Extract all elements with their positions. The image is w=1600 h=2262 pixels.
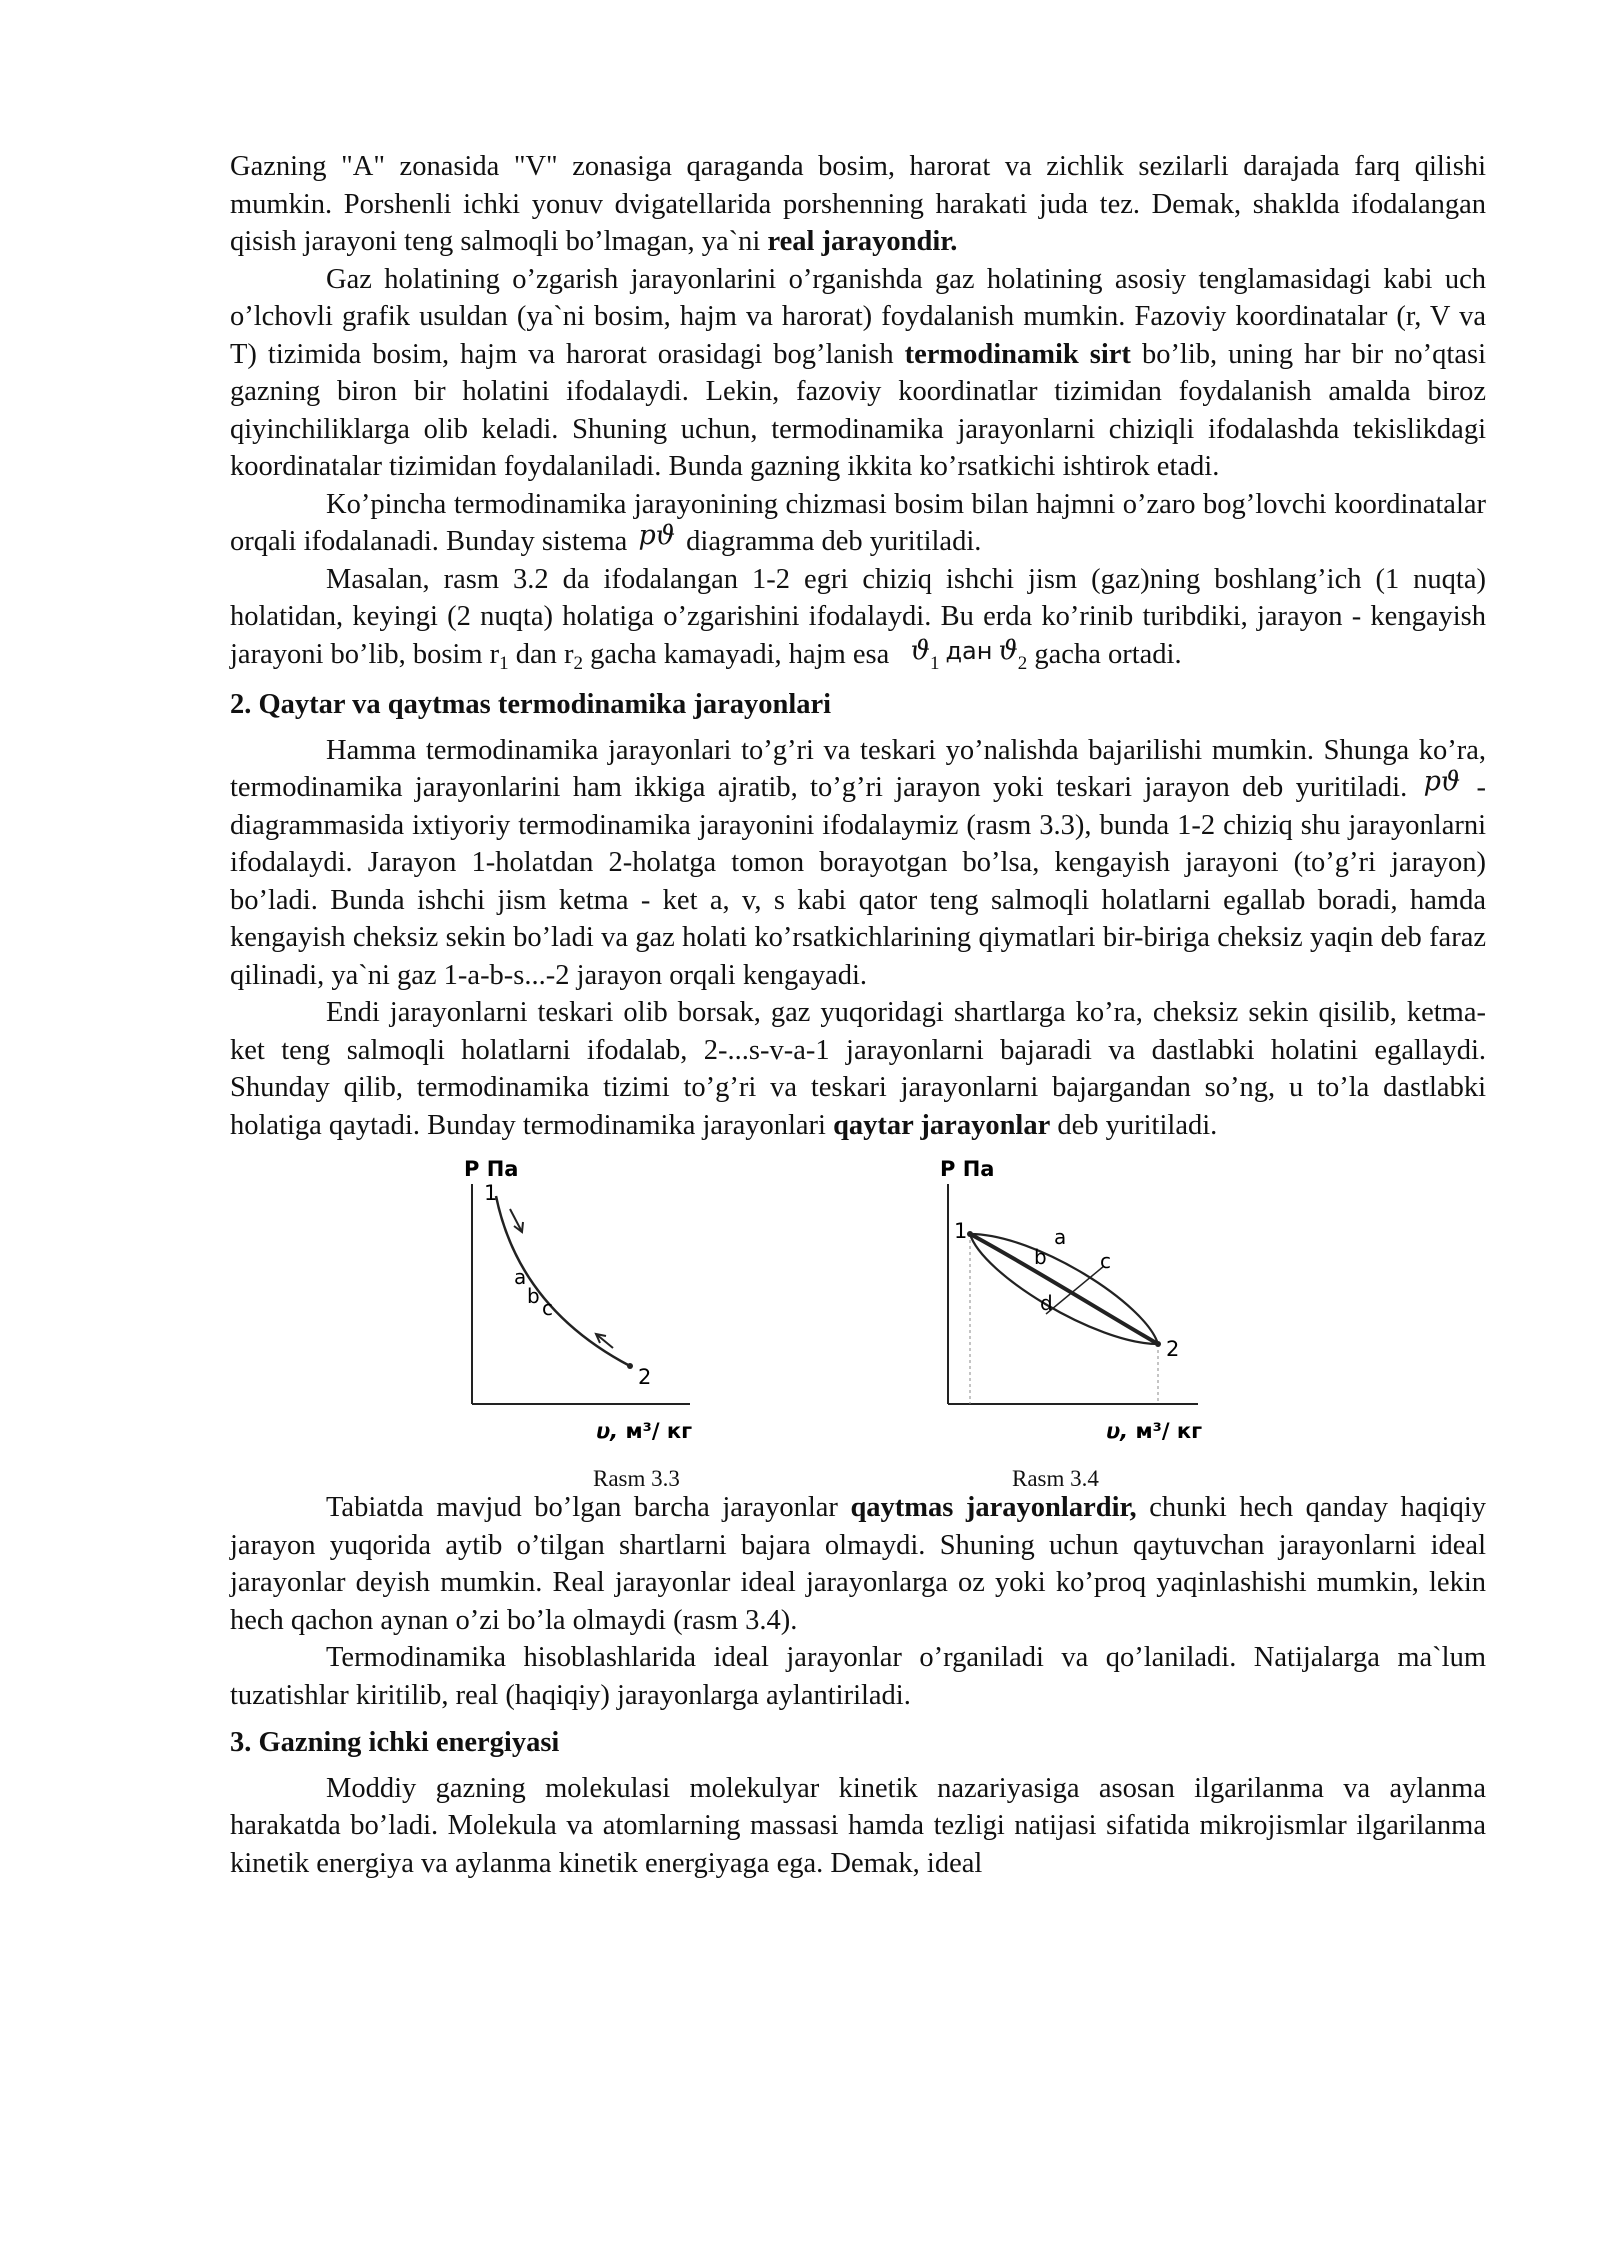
text-span: -diagrammasida ixtiyoriy termodinamika jarayonini ifodalaymiz (rasm 3.3), bunda 1-2 chiziq shu jarayonlarni ifodalaydi. Jarayon 1-holatdan 2-holatga tomon borayotgan bo’lsa, kengayish jarayoni (to’g’ri jarayon) bo’ladi. Bunda ishchi jism ketma - ket a, v, s kabi qator teng salmoqli holatlarni egallab boradi, hamda kengayish cheksiz sekin bo’ladi va gaz holati ko’rsatkichlarining qiymatlari bir-biriga cheksiz yaqin deb faraz qilinadi, ya`ni gaz 1-a-b-s...-2 jarayon orqali kengayadi. — [230, 772, 1486, 991]
x-axis-symbol: υ, — [596, 1419, 619, 1443]
point-a-label: a — [1054, 1225, 1067, 1249]
paragraph-9: Moddiy gazning molekulasi molekulyar kinetik nazariyasiga asosan ilgarilanma va aylanma harakatda bo’ladi. Molekula va atomlarning massasi hamda tezligi natijasi sifatida mikrojismlar ilgarilanma kinetik energiya va aylanma kinetik energiyaga ega. Demak, ideal — [230, 1772, 1486, 1879]
paragraph-8: Termodinamika hisoblashlarida ideal jarayonlar o’rganiladi va qo’laniladi. Natijalarga ma`lum tuzatishlar kiritilib, real (haqiqiy) jarayonlarga aylantiriladi. — [230, 1642, 1486, 1711]
point-b-label: b — [1034, 1245, 1047, 1269]
section-heading-2: 2. Qaytar va qaytmas termodinamika jarayonlari — [230, 689, 832, 720]
text-span: Hamma termodinamika jarayonlari to’g’ri va teskari yo’nalishda bajarilishi mumkin. Shunga ko’ra, termodinamika jarayonlarini ham ikkiga ajratib, to’g’ri jarayon yoki teskari jarayon deb yuritiladi. — [230, 734, 1486, 803]
text-span: dan r — [508, 638, 574, 670]
text-span: bo’lib, uning har bir no’qtasi gazning biron bir holatini ifodalaydi. Lekin, fazoviy koordinatlar tizimidan foydalanish amalda biroz qiyinchiliklarga olib keladi. Shuning uchun, termodinamika jarayonlarni chiziqli ifodalashda tekislikdagi koordinatalar tizimidan foydalaniladi. Bunda gazning ikkita ko’rsatkichi ishtirok etadi. — [230, 338, 1486, 482]
point-c-label: c — [1100, 1249, 1111, 1273]
document-page — [230, 148, 1486, 1882]
text-span: Gazning "A" zonasida "V" zonasiga qaraganda bosim, harorat va zichlik sezilarli darajada farq qilishi mumkin. Porshenli ichki yonuv dvigatellarida porshenning harakati juda tez. Demak, shaklda ifodalangan qisish jarayoni teng salmoqli bo’lmagan, ya`ni — [230, 151, 1486, 257]
point-1-label: 1 — [954, 1219, 968, 1243]
subscript: 2 — [1017, 652, 1028, 674]
paragraph-4 — [230, 561, 1486, 677]
text-span: diagramma deb yuritiladi. — [679, 526, 982, 557]
x-axis-unit: м³/ кг — [1128, 1419, 1203, 1443]
subscript: 1 — [499, 652, 509, 674]
text-span: deb yuritiladi. — [1050, 1109, 1218, 1141]
text-span: Tabiatda mavjud bo’lgan barcha jarayonlar — [326, 1492, 851, 1523]
text-span: Masalan, rasm 3.2 da ifodalangan 1-2 egri chiziq ishchi jism (gaz)ning boshlang’ich (1 nuqta) holatidan, keyingi (2 nuqta) holatiga o’zgarishini ifodalaydi. Bu erda ko’rinib turibdiki, jarayon - kengayish jarayoni bo’lib, bosim r — [230, 563, 1486, 670]
section-heading-3: 3. Gazning ichki energiyasi — [230, 1727, 560, 1758]
figure-3-4 — [926, 1154, 1216, 1454]
subscript: 1 — [929, 652, 940, 674]
point-b-label: b — [527, 1284, 540, 1308]
x-axis-symbol: υ, — [1106, 1419, 1129, 1443]
point-1-marker — [967, 1231, 973, 1237]
theta-symbol: ϑ — [910, 634, 930, 666]
paragraph-1 — [230, 148, 1486, 261]
caption-3-4: Rasm 3.4 — [1012, 1466, 1099, 1491]
p-theta-symbol: pϑ — [1423, 766, 1461, 797]
point-2-marker — [627, 1363, 633, 1369]
paragraph-5 — [230, 732, 1486, 995]
subscript: 2 — [573, 652, 584, 674]
bold-term: real jarayondir. — [767, 226, 958, 257]
bold-term: qaytar jarayonlar — [833, 1109, 1051, 1141]
x-axis-label — [596, 1419, 692, 1443]
figure-3-3 — [450, 1154, 710, 1454]
point-2-label: 2 — [1166, 1337, 1180, 1361]
paragraph-3 — [230, 486, 1486, 561]
text-span: gacha kamayadi, hajm esa — [583, 638, 897, 670]
text-span: gacha ortadi. — [1027, 638, 1182, 670]
theta-symbol: ϑ — [998, 634, 1018, 666]
text-span: Gaz holatining o’zgarish jarayonlarini o’rganishda gaz holatining asosiy tenglamasidagi kabi uch o’lchovli grafik usuldan (ya`ni bosim, hajm va harorat) foydalanish mumkin. Fazoviy koordinatalar (r, V va T) tizimida bosim, hajm va harorat orasidagi bog’lanish — [230, 263, 1486, 370]
text-span: Ko’pincha termodinamika jarayonining chizmasi bosim bilan hajmni o’zaro bog’lovchi koordinatalar orqali ifodalanadi. Bunday sistema — [230, 488, 1486, 557]
point-2-label: 2 — [638, 1365, 652, 1389]
bold-term: qaytmas jarayonlardir, — [850, 1492, 1137, 1523]
point-2-marker — [1155, 1341, 1161, 1347]
point-d-label: d — [1040, 1291, 1053, 1315]
figures-row — [230, 1154, 1486, 1489]
x-axis-label — [1106, 1419, 1202, 1443]
x-axis-unit: м³/ кг — [618, 1419, 693, 1443]
caption-3-3: Rasm 3.3 — [593, 1466, 680, 1491]
point-a-label: a — [514, 1265, 527, 1289]
paragraph-2 — [230, 261, 1486, 486]
paragraph-7 — [230, 1489, 1486, 1639]
point-1-label: 1 — [484, 1181, 498, 1205]
ideal-process-line — [970, 1234, 1158, 1344]
point-c-label: c — [542, 1296, 553, 1320]
y-axis-label: P Па — [940, 1157, 995, 1181]
text-dan: дан — [945, 636, 993, 665]
y-axis-label: P Па — [464, 1157, 519, 1181]
paragraph-6 — [230, 994, 1486, 1144]
text-span: Endi jarayonlarni teskari olib borsak, gaz yuqoridagi shartlarga ko’ra, cheksiz sekin qisilib, ketma-ket teng salmoqli holatlarni ifodalab, 2-...s-v-a-1 jarayonlarni bajaradi va dastlabki holatini egallaydi. Shunday qilib, termodinamika tizimi to’g’ri va teskari jarayonlarni bajargandan so’ng, u to’la dastlabki holatiga qaytadi. Bunday termodinamika jarayonlari — [230, 997, 1486, 1141]
bold-term: termodinamik sirt — [904, 338, 1131, 370]
text-span: chunki hech qanday haqiqiy jarayon yuqorida aytib o’tilgan shartlarni bajara olmaydi. Shuning uchun qaytuvchan jarayonlarni ideal jarayonlar deyish mumkin. Real jarayonlar ideal jarayonlarga oz yoki ko’proq yaqinlashishi mumkin, lekin hech qachon aynan o’zi bo’la olmaydi (rasm 3.4). — [230, 1492, 1486, 1636]
p-theta-symbol: pϑ — [638, 520, 676, 551]
